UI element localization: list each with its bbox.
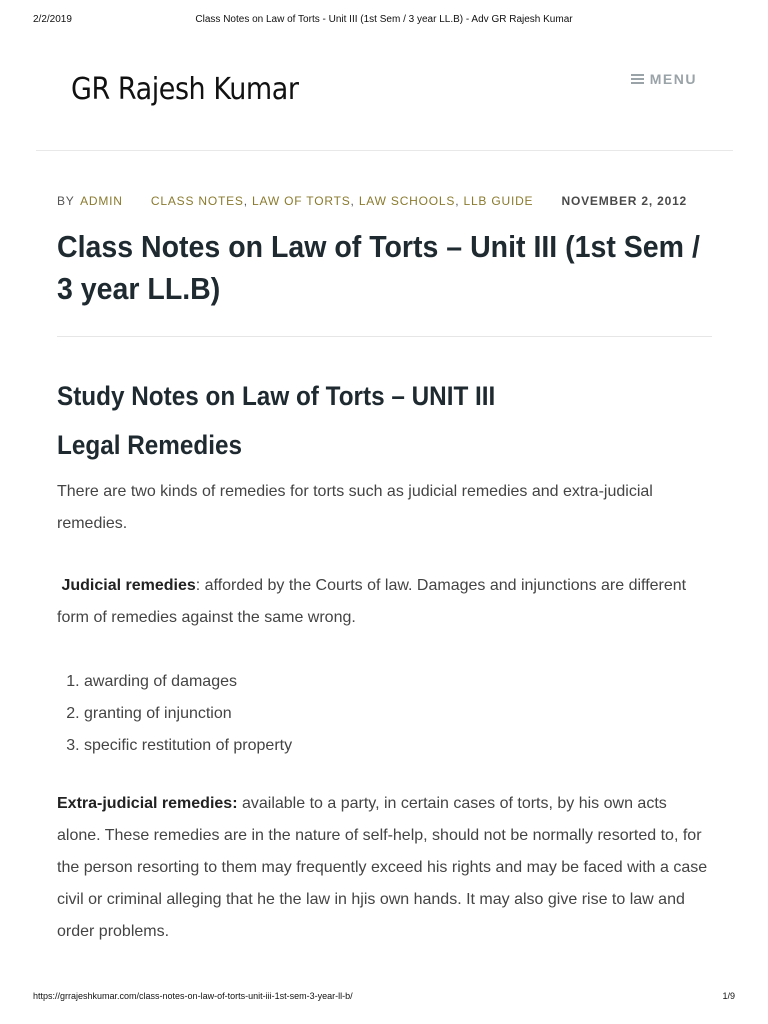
- content-subheading: Legal Remedies: [57, 430, 243, 460]
- title-divider: [57, 336, 712, 337]
- print-url: https://grrajeshkumar.com/class-notes-on-law-of-torts-unit-iii-1st-sem-3-year-ll-b/: [33, 991, 353, 1001]
- hamburger-icon: [631, 74, 644, 84]
- list-item: 1. awarding of damages: [84, 666, 712, 698]
- category-link[interactable]: LAW SCHOOLS: [358, 194, 456, 208]
- judicial-paragraph: [57, 570, 712, 634]
- print-title: Class Notes on Law of Torts - Unit III (1st Sem / 3 year LL.B) - Adv GR Rajesh Kumar: [195, 14, 573, 25]
- intro-paragraph: There are two kinds of remedies for torts such as judicial remedies and extra-judicial remedies.: [57, 483, 653, 532]
- site-logo[interactable]: GR Rajesh Kumar: [71, 72, 299, 107]
- extra-judicial-label: Extra-judicial remedies:: [57, 795, 238, 812]
- category-link[interactable]: CLASS NOTES: [150, 194, 244, 208]
- judicial-label: Judicial remedies: [61, 577, 196, 594]
- post-content: [57, 372, 712, 948]
- post-meta: [57, 194, 717, 208]
- post-date: NOVEMBER 2, 2012: [561, 194, 688, 208]
- post-title: Class Notes on Law of Torts – Unit III (1st Sem / 3 year LL.B): [57, 229, 700, 306]
- print-footer: [0, 991, 768, 1011]
- content-heading: Study Notes on Law of Torts – UNIT III: [57, 381, 496, 411]
- judicial-text: : afforded by the Courts of law. Damages and injunctions are different form of remedies against the same wrong.: [57, 577, 687, 626]
- menu-label: MENU: [649, 71, 697, 87]
- category-link[interactable]: LLB GUIDE: [463, 194, 534, 208]
- list-item: 2. granting of injunction: [84, 698, 712, 730]
- extra-judicial-paragraph: [57, 788, 712, 948]
- author-link[interactable]: ADMIN: [80, 194, 123, 208]
- by-label: BY: [57, 194, 75, 208]
- remedies-list: [57, 666, 712, 762]
- category-list: CLASS NOTES, LAW OF TORTS, LAW SCHOOLS, LLB GUIDE: [150, 194, 534, 208]
- extra-judicial-text: available to a party, in certain cases of torts, by his own acts alone. These remedies are in the nature of self-help, should not be normally resorted to, for the person resorting to them may frequently exceed his rights and may be faced with a case civil or criminal alleging that he the law in hjis own hands. It may also give rise to law and order problems.: [57, 795, 708, 940]
- page-number: 1/9: [722, 991, 735, 1001]
- site-header: [36, 60, 733, 151]
- category-link[interactable]: LAW OF TORTS: [252, 194, 351, 208]
- print-date: 2/2/2019: [33, 14, 72, 25]
- menu-button[interactable]: [631, 71, 697, 87]
- list-item: 3. specific restitution of property: [84, 730, 712, 762]
- print-header: [0, 14, 768, 34]
